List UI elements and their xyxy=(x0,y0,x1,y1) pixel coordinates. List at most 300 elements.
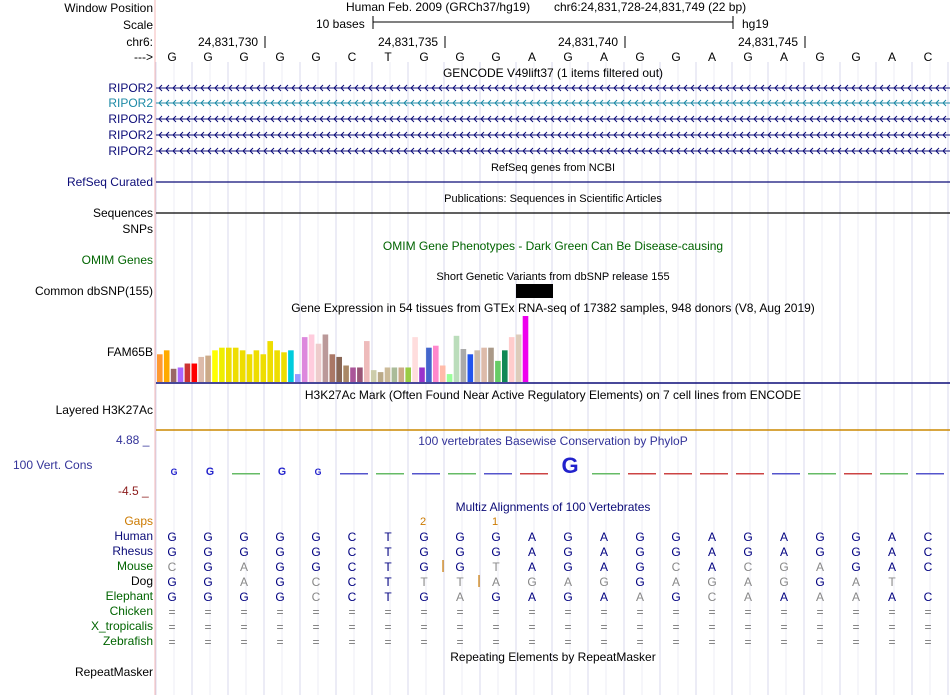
alignment-base: T xyxy=(384,530,392,544)
gtex-tissue-bar[interactable] xyxy=(178,367,184,382)
window-position-label: Window Position xyxy=(64,1,153,15)
alignment-base: A xyxy=(635,590,645,604)
alignment-base: G xyxy=(239,545,249,559)
species-label[interactable]: Mouse xyxy=(116,559,153,573)
alignment-base: G xyxy=(743,530,753,544)
species-label[interactable]: Rhesus xyxy=(112,544,153,558)
gtex-tissue-bar[interactable] xyxy=(509,337,515,382)
alignment-base: A xyxy=(599,530,609,544)
alignment-base: G xyxy=(203,560,213,574)
alignment-base: G xyxy=(167,545,177,559)
assembly-text: Human Feb. 2009 (GRCh37/hg19) xyxy=(346,0,531,14)
cons-glyph[interactable] xyxy=(376,473,404,475)
gtex-tissue-bar[interactable] xyxy=(343,366,349,383)
cons-glyph[interactable] xyxy=(772,473,800,475)
gtex-tissue-bar[interactable] xyxy=(419,367,425,382)
cons-glyph[interactable] xyxy=(664,473,692,475)
alignment-base: = xyxy=(348,635,356,649)
alignment-base: A xyxy=(743,575,753,589)
scale-label: Scale xyxy=(122,18,153,32)
gtex-tissue-bar[interactable] xyxy=(357,367,363,382)
alignment-base: A xyxy=(779,530,789,544)
cons-glyph[interactable] xyxy=(232,473,260,475)
coord-tick-label: 24,831,730 xyxy=(198,35,259,49)
alignment-base: = xyxy=(456,635,464,649)
alignment-base: G xyxy=(779,560,789,574)
cons-glyph[interactable]: G xyxy=(170,467,178,477)
alignment-base: A xyxy=(815,590,825,604)
gtex-tissue-bar[interactable] xyxy=(274,350,280,382)
alignment-base: A xyxy=(707,530,717,544)
gtex-tissue-bar[interactable] xyxy=(502,350,508,382)
alignment-base: = xyxy=(528,620,536,634)
gtex-tissue-bar[interactable] xyxy=(447,374,453,382)
alignment-base: G xyxy=(851,545,861,559)
omim-track-title[interactable]: OMIM Gene Phenotypes - Dark Green Can Be Disease-causing xyxy=(382,239,724,253)
gtex-tissue-bar[interactable] xyxy=(247,354,253,382)
sequence-base: A xyxy=(599,50,609,64)
gtex-tissue-bar[interactable] xyxy=(399,367,405,382)
alignment-base: C xyxy=(167,560,177,574)
alignment-base: G xyxy=(455,530,465,544)
reference-sequence xyxy=(167,50,932,64)
position-text: chr6:24,831,728-24,831,749 (22 bp) xyxy=(554,0,747,14)
gtex-tissue-bar[interactable] xyxy=(440,366,446,383)
species-label[interactable]: Elephant xyxy=(105,589,153,603)
alignment-base: C xyxy=(347,545,357,559)
gencode-track-title[interactable]: GENCODE V49lift37 (1 items filtered out) xyxy=(442,66,664,80)
cons-glyph[interactable]: G xyxy=(314,467,322,477)
alignment-base: G xyxy=(203,545,213,559)
alignment-base: G xyxy=(491,530,501,544)
multiz-alignment-rows[interactable] xyxy=(167,516,932,649)
cons-glyph[interactable]: G xyxy=(561,453,579,478)
cons-glyph[interactable] xyxy=(340,473,368,475)
alignment-base: = xyxy=(744,635,752,649)
cons-glyph[interactable] xyxy=(844,473,872,475)
alignment-base: = xyxy=(852,605,860,619)
coord-tick-label: 24,831,745 xyxy=(738,35,799,49)
alignment-base: = xyxy=(888,635,896,649)
gtex-tissue-bar[interactable] xyxy=(205,356,211,382)
conservation-label[interactable]: 100 Vert. Cons xyxy=(13,458,93,472)
alignment-base: = xyxy=(276,605,284,619)
cons-glyph[interactable] xyxy=(628,473,656,475)
alignment-base: = xyxy=(924,620,932,634)
alignment-base: A xyxy=(599,590,609,604)
gtex-tissue-bar[interactable] xyxy=(392,367,398,382)
gtex-tissue-bar[interactable] xyxy=(385,367,391,382)
gtex-tissue-bar[interactable] xyxy=(192,364,198,382)
alignment-base: G xyxy=(311,560,321,574)
sequence-base: C xyxy=(347,50,357,64)
cons-ymin-label: -4.5 _ xyxy=(118,484,149,498)
omim-label[interactable]: OMIM Genes xyxy=(81,253,153,267)
gtex-tissue-bar[interactable] xyxy=(330,354,336,382)
gene-label-ripor2[interactable]: RIPOR2 xyxy=(108,144,153,158)
alignment-base: = xyxy=(312,620,320,634)
alignment-base: G xyxy=(455,545,465,559)
alignment-base: = xyxy=(672,620,680,634)
alignment-base: A xyxy=(887,590,897,604)
alignment-base: A xyxy=(707,545,717,559)
gtex-tissue-bar[interactable] xyxy=(488,348,494,382)
gtex-tissue-bar[interactable] xyxy=(309,334,315,382)
alignment-base: = xyxy=(708,605,716,619)
gtex-tissue-bar[interactable] xyxy=(261,354,267,382)
alignment-base: G xyxy=(239,530,249,544)
alignment-base: A xyxy=(239,560,249,574)
alignment-base: = xyxy=(600,605,608,619)
publications-label[interactable]: Sequences xyxy=(92,206,153,220)
alignment-base: G xyxy=(563,545,573,559)
alignment-base: G xyxy=(275,545,285,559)
alignment-base: = xyxy=(312,635,320,649)
alignment-base: T xyxy=(384,590,392,604)
alignment-base: = xyxy=(636,605,644,619)
dbsnp-track-title[interactable]: Short Genetic Variants from dbSNP release 155 xyxy=(436,271,670,283)
sequence-base: G xyxy=(239,50,249,64)
alignment-base: G xyxy=(779,575,789,589)
alignment-base: C xyxy=(311,590,321,604)
alignment-base: G xyxy=(815,530,825,544)
scale-text: 10 bases xyxy=(316,17,365,31)
alignment-base: = xyxy=(564,635,572,649)
gtex-tissue-bar[interactable] xyxy=(523,316,529,382)
alignment-base: = xyxy=(492,620,500,634)
alignment-base: A xyxy=(491,575,501,589)
alignment-base: C xyxy=(671,560,681,574)
alignment-base: G xyxy=(851,560,861,574)
cons-glyph[interactable] xyxy=(736,473,764,475)
sequence-base: G xyxy=(167,50,177,64)
alignment-base: C xyxy=(743,560,753,574)
alignment-base: T xyxy=(384,545,392,559)
cons-glyph[interactable] xyxy=(412,473,440,475)
cons-glyph[interactable] xyxy=(880,473,908,475)
gtex-tissue-bar[interactable] xyxy=(378,372,384,382)
alignment-base: = xyxy=(708,635,716,649)
gtex-tissue-bar[interactable] xyxy=(316,344,322,382)
gtex-tissue-bar[interactable] xyxy=(350,367,356,382)
gene-label-ripor2[interactable]: RIPOR2 xyxy=(108,128,153,142)
cons-glyph[interactable] xyxy=(484,473,512,475)
coord-tick-label: 24,831,740 xyxy=(558,35,619,49)
sequence-base: A xyxy=(887,50,897,64)
gtex-tissue-bar[interactable] xyxy=(254,350,260,382)
cons-glyph[interactable]: G xyxy=(277,466,287,478)
gtex-tissue-bar[interactable] xyxy=(454,336,460,382)
alignment-base: G xyxy=(815,575,825,589)
alignment-base: = xyxy=(348,620,356,634)
alignment-base: = xyxy=(924,635,932,649)
sequence-base: G xyxy=(635,50,645,64)
alignment-base: = xyxy=(168,620,176,634)
alignment-base: C xyxy=(923,530,933,544)
dbsnp-label[interactable]: Common dbSNP(155) xyxy=(34,284,153,298)
alignment-base: = xyxy=(780,635,788,649)
alignment-base: G xyxy=(167,575,177,589)
alignment-base: A xyxy=(743,590,753,604)
gencode-gene-lines[interactable] xyxy=(156,85,950,154)
alignment-base: = xyxy=(384,635,392,649)
alignment-base: = xyxy=(780,620,788,634)
alignment-base: = xyxy=(240,620,248,634)
cons-glyph[interactable] xyxy=(808,473,836,475)
species-label[interactable]: Human xyxy=(114,529,153,543)
alignment-base: C xyxy=(347,575,357,589)
alignment-base: = xyxy=(708,620,716,634)
alignment-base: = xyxy=(744,605,752,619)
alignment-base: = xyxy=(924,605,932,619)
species-label[interactable]: X_tropicalis xyxy=(90,619,153,633)
alignment-base: G xyxy=(311,545,321,559)
snps-label[interactable]: SNPs xyxy=(122,222,153,236)
gtex-tissue-bar[interactable] xyxy=(433,346,439,382)
alignment-base: G xyxy=(419,530,429,544)
alignment-base: C xyxy=(923,590,933,604)
alignment-base: G xyxy=(275,590,285,604)
alignment-base: = xyxy=(564,605,572,619)
cons-glyph[interactable]: G xyxy=(205,466,215,478)
alignment-base: A xyxy=(887,530,897,544)
sequence-base: G xyxy=(743,50,753,64)
gene-feature[interactable] xyxy=(156,85,950,91)
alignment-base: = xyxy=(492,635,500,649)
gtex-tissue-bar[interactable] xyxy=(233,348,239,382)
sequence-base: G xyxy=(563,50,573,64)
repeatmasker-track-title[interactable]: Repeating Elements by RepeatMasker xyxy=(450,650,656,664)
alignment-base: = xyxy=(204,620,212,634)
alignment-base: = xyxy=(600,620,608,634)
sequence-base: G xyxy=(275,50,285,64)
db-text: hg19 xyxy=(742,17,769,31)
alignment-base: = xyxy=(492,605,500,619)
alignment-base: = xyxy=(528,605,536,619)
alignment-base: C xyxy=(347,560,357,574)
gtex-tissue-bar[interactable] xyxy=(336,357,342,382)
cons-glyph[interactable] xyxy=(520,473,548,475)
alignment-base: G xyxy=(815,545,825,559)
species-label[interactable]: Chicken xyxy=(109,604,153,618)
alignment-base: G xyxy=(671,530,681,544)
alignment-base: = xyxy=(888,605,896,619)
alignment-base: G xyxy=(635,545,645,559)
alignment-base: = xyxy=(276,620,284,634)
gtex-gene-label[interactable]: FAM65B xyxy=(106,345,153,359)
gtex-tissue-bar[interactable] xyxy=(468,354,474,382)
alignment-base: A xyxy=(599,560,609,574)
gene-feature[interactable] xyxy=(156,116,950,122)
alignment-base: = xyxy=(276,635,284,649)
alignment-base: G xyxy=(851,530,861,544)
alignment-base: G xyxy=(203,590,213,604)
gtex-tissue-bar[interactable] xyxy=(157,354,163,382)
gtex-tissue-bar[interactable] xyxy=(323,334,329,382)
alignment-base: = xyxy=(204,605,212,619)
gtex-tissue-bar[interactable] xyxy=(302,337,308,382)
h3k27ac-track-title[interactable]: H3K27Ac Mark (Often Found Near Active Regulatory Elements) on 7 cell lines from ENCODE xyxy=(304,388,802,402)
alignment-base: G xyxy=(275,560,285,574)
alignment-base: G xyxy=(167,530,177,544)
gtex-track-title[interactable]: Gene Expression in 54 tissues from GTEx RNA-seq of 17382 samples, 948 donors (V8, Aug 2019) xyxy=(291,301,815,315)
gtex-tissue-bar[interactable] xyxy=(185,364,191,382)
sequence-base: G xyxy=(311,50,321,64)
sequence-base: C xyxy=(923,50,933,64)
gtex-tissue-bar[interactable] xyxy=(495,361,501,382)
alignment-base: = xyxy=(240,635,248,649)
alignment-base: = xyxy=(888,620,896,634)
gene-feature[interactable] xyxy=(156,132,950,138)
alignment-base: G xyxy=(419,590,429,604)
alignment-base: C xyxy=(923,545,933,559)
sequence-base: A xyxy=(527,50,537,64)
gene-feature[interactable] xyxy=(156,100,950,106)
gtex-tissue-bar[interactable] xyxy=(171,369,177,382)
alignment-base: = xyxy=(744,620,752,634)
cons-glyph[interactable] xyxy=(700,473,728,475)
alignment-base: C xyxy=(347,530,357,544)
sequence-base: G xyxy=(203,50,213,64)
alignment-base: = xyxy=(636,635,644,649)
gtex-tissue-bar[interactable] xyxy=(226,348,232,382)
alignment-base: G xyxy=(239,590,249,604)
gene-feature[interactable] xyxy=(156,148,950,154)
gtex-tissue-bar[interactable] xyxy=(371,370,377,382)
gap-count: 1 xyxy=(492,516,499,528)
alignment-base: G xyxy=(311,530,321,544)
alignment-base: G xyxy=(491,590,501,604)
alignment-base: A xyxy=(707,560,717,574)
gtex-tissue-bar[interactable] xyxy=(364,341,370,382)
gtex-tissue-bar[interactable] xyxy=(412,337,418,382)
alignment-base: = xyxy=(420,620,428,634)
h3k27ac-label[interactable]: Layered H3K27Ac xyxy=(55,403,153,417)
alignment-base: = xyxy=(636,620,644,634)
gtex-tissue-bar[interactable] xyxy=(481,348,487,382)
alignment-base: = xyxy=(348,605,356,619)
alignment-base: = xyxy=(420,635,428,649)
gtex-tissue-bar[interactable] xyxy=(267,341,273,382)
gtex-tissue-bar[interactable] xyxy=(474,350,480,382)
sequence-base: T xyxy=(384,50,392,64)
gtex-tissue-bar[interactable] xyxy=(240,350,246,382)
alignment-base: G xyxy=(563,590,573,604)
alignment-base: A xyxy=(563,575,573,589)
coord-tick-label: 24,831,735 xyxy=(378,35,439,49)
scale-bar xyxy=(373,16,733,29)
gtex-tissue-bar[interactable] xyxy=(281,352,287,382)
alignment-base: T xyxy=(456,575,464,589)
alignment-base: = xyxy=(420,605,428,619)
alignment-base: G xyxy=(419,560,429,574)
alignment-base: G xyxy=(527,575,537,589)
refseq-track-title[interactable]: RefSeq genes from NCBI xyxy=(490,162,616,174)
alignment-base: = xyxy=(780,605,788,619)
gtex-tissue-bar[interactable] xyxy=(516,334,522,382)
alignment-base: G xyxy=(455,560,465,574)
alignment-base: A xyxy=(527,560,537,574)
species-label[interactable]: Zebrafish xyxy=(102,634,153,648)
alignment-base: G xyxy=(635,530,645,544)
alignment-base: = xyxy=(312,605,320,619)
gtex-tissue-bar[interactable] xyxy=(295,374,301,382)
alignment-base: = xyxy=(168,635,176,649)
cons-glyph[interactable] xyxy=(916,473,944,475)
strand-label: ---> xyxy=(134,50,153,64)
alignment-base: A xyxy=(239,575,249,589)
cons-ymax-label: 4.88 _ xyxy=(116,433,150,447)
gtex-tissue-bar[interactable] xyxy=(219,348,225,382)
alignment-base: T xyxy=(888,575,896,589)
alignment-base: A xyxy=(779,545,789,559)
alignment-base: A xyxy=(815,560,825,574)
alignment-base: G xyxy=(671,545,681,559)
alignment-base: = xyxy=(456,605,464,619)
alignment-base: A xyxy=(887,560,897,574)
gaps-label: Gaps xyxy=(124,514,153,528)
alignment-base: = xyxy=(384,620,392,634)
sequence-base: G xyxy=(671,50,681,64)
alignment-base: A xyxy=(671,575,681,589)
alignment-base: G xyxy=(167,590,177,604)
conservation-glyphs[interactable] xyxy=(171,453,944,478)
coordinate-ticks xyxy=(265,36,805,48)
species-label[interactable]: Dog xyxy=(130,574,153,588)
sequence-base: A xyxy=(779,50,789,64)
gtex-tissue-bar[interactable] xyxy=(198,357,204,382)
alignment-base: A xyxy=(455,590,465,604)
gtex-tissue-bar[interactable] xyxy=(426,348,432,382)
gtex-expression-bars[interactable] xyxy=(157,316,528,382)
gtex-tissue-bar[interactable] xyxy=(461,349,467,382)
cons-glyph[interactable] xyxy=(448,473,476,475)
gene-label-ripor2[interactable]: RIPOR2 xyxy=(108,81,153,95)
sequence-base: G xyxy=(851,50,861,64)
alignment-base: A xyxy=(527,530,537,544)
gtex-tissue-bar[interactable] xyxy=(288,350,294,382)
alignment-base: = xyxy=(816,605,824,619)
alignment-base: A xyxy=(851,590,861,604)
alignment-base: = xyxy=(168,605,176,619)
refseq-label[interactable]: RefSeq Curated xyxy=(66,175,153,189)
gene-label-ripor2[interactable]: RIPOR2 xyxy=(108,112,153,126)
alignment-base: G xyxy=(635,560,645,574)
alignment-base: A xyxy=(779,590,789,604)
dbsnp-variant-block[interactable] xyxy=(516,284,553,298)
conservation-track-title[interactable]: 100 vertebrates Basewise Conservation by PhyloP xyxy=(418,434,688,448)
gtex-tissue-bar[interactable] xyxy=(164,350,170,382)
alignment-base: G xyxy=(635,575,645,589)
multiz-track-title[interactable]: Multiz Alignments of 100 Vertebrates xyxy=(455,500,651,514)
publications-track-title[interactable]: Publications: Sequences in Scientific Articles xyxy=(444,193,662,205)
alignment-base: G xyxy=(563,530,573,544)
gtex-tissue-bar[interactable] xyxy=(405,367,411,382)
alignment-base: A xyxy=(851,575,861,589)
alignment-base: = xyxy=(600,635,608,649)
cons-glyph[interactable] xyxy=(592,473,620,475)
gene-label-ripor2[interactable]: RIPOR2 xyxy=(108,96,153,110)
alignment-base: G xyxy=(275,530,285,544)
alignment-base: C xyxy=(707,590,717,604)
alignment-base: G xyxy=(419,545,429,559)
gtex-tissue-bar[interactable] xyxy=(212,350,218,382)
alignment-base: A xyxy=(599,545,609,559)
repeatmasker-label[interactable]: RepeatMasker xyxy=(74,665,153,679)
alignment-base: = xyxy=(816,620,824,634)
alignment-base: = xyxy=(672,635,680,649)
alignment-base: = xyxy=(816,635,824,649)
